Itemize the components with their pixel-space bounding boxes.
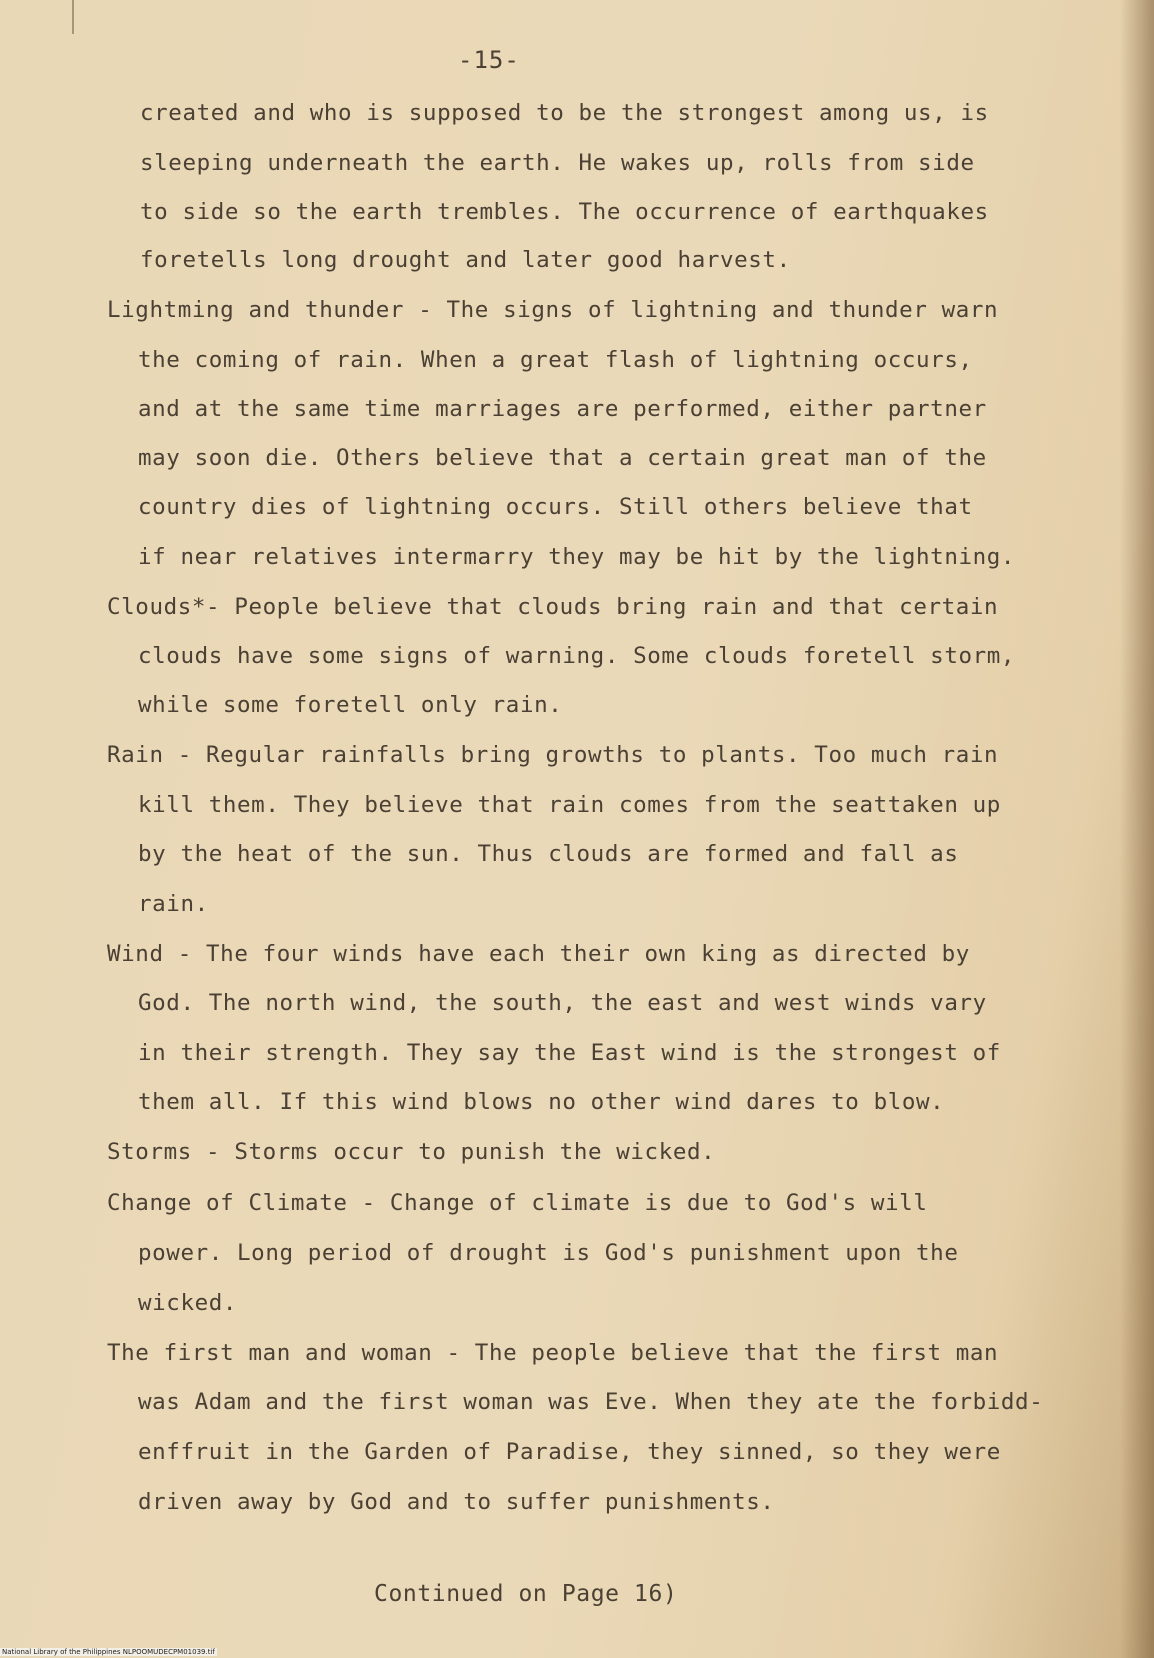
text-line: by the heat of the sun. Thus clouds are formed and fall as [138,841,959,867]
text-line: was Adam and the first woman was Eve. When they ate the forbidd- [138,1389,1044,1415]
binding-mark [72,0,84,34]
text-line: driven away by God and to suffer punishments. [138,1489,775,1515]
text-line: Wind - The four winds have each their own king as directed by [107,941,970,967]
text-line: and at the same time marriages are performed, either partner [138,396,987,422]
scan-credit: National Library of the Philippines NLPOOMUDECPM01039.tif [2,1648,215,1656]
text-line: The first man and woman - The people believe that the first man [107,1340,999,1366]
text-line: power. Long period of drought is God's punishment upon the [138,1240,959,1266]
text-line: created and who is supposed to be the strongest among us, is [140,100,989,126]
text-line: God. The north wind, the south, the east and west winds vary [138,990,987,1016]
text-line: Change of Climate - Change of climate is due to God's will [107,1190,928,1216]
text-line: foretells long drought and later good harvest. [140,247,791,273]
text-line: Clouds*- People believe that clouds bring rain and that certain [107,594,999,620]
text-line: clouds have some signs of warning. Some clouds foretell storm, [138,643,1016,669]
text-line: them all. If this wind blows no other wind dares to blow. [138,1089,945,1115]
text-line: sleeping underneath the earth. He wakes up, rolls from side [140,150,975,176]
text-line: country dies of lightning occurs. Still others believe that [138,494,973,520]
text-line: Storms - Storms occur to punish the wicked. [107,1139,716,1165]
text-line: wicked. [138,1290,238,1316]
text-line: to side so the earth trembles. The occurrence of earthquakes [140,199,989,225]
text-line: the coming of rain. When a great flash of lightning occurs, [138,347,973,373]
text-line: rain. [138,891,209,917]
text-line: if near relatives intermarry they may be hit by the lightning. [138,544,1016,570]
text-line: Lightming and thunder - The signs of lightning and thunder warn [107,297,999,323]
text-line: may soon die. Others believe that a certain great man of the [138,445,987,471]
continued-note: Continued on Page 16) [374,1581,678,1607]
text-line: Rain - Regular rainfalls bring growths to plants. Too much rain [107,742,999,768]
page-number: -15- [458,46,520,74]
text-line: kill them. They believe that rain comes from the seattaken up [138,792,1001,818]
text-line: in their strength. They say the East wind is the strongest of [138,1040,1001,1066]
page-edge-shadow [1120,0,1154,1658]
text-line: enffruit in the Garden of Paradise, they sinned, so they were [138,1439,1001,1465]
text-line: while some foretell only rain. [138,692,563,718]
